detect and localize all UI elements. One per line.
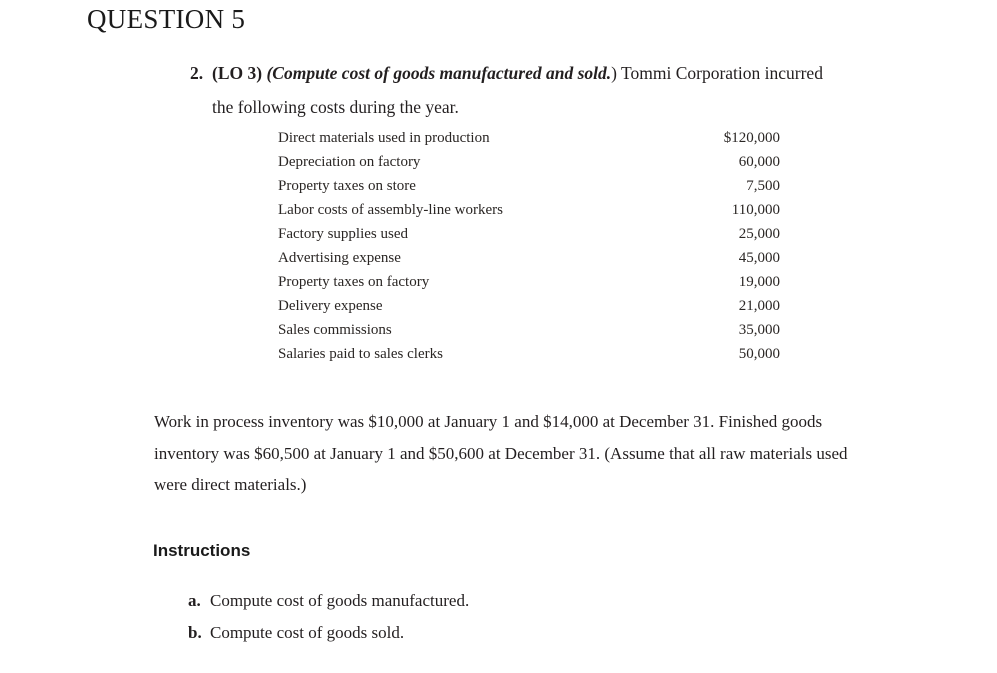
instruction-text: Compute cost of goods sold. [210,623,405,642]
table-row [278,318,780,342]
instruction-text: Compute cost of goods manufactured. [210,591,470,610]
question-italic-prompt: (Compute cost of goods manufactured and sold. [266,63,612,83]
learning-objective-tag: (LO 3) [212,63,263,83]
question-block [154,56,884,124]
cost-label: Delivery expense [278,298,383,314]
inventory-paragraph: Work in process inventory was $10,000 at January 1 and $14,000 at December 31. Finished goods inventory was $60,500 at January 1 and $50,600 at December 31. (Assume that all raw materials used were direct materials.) [154,412,848,494]
cost-label: Salaries paid to sales clerks [278,346,443,362]
cost-amount: 7,500 [746,178,780,194]
table-row [278,198,780,222]
cost-amount: 110,000 [731,202,780,218]
instructions-list [188,585,608,649]
cost-label: Labor costs of assembly-line workers [278,202,503,218]
cost-label: Property taxes on factory [278,274,430,290]
table-row [278,294,780,318]
cost-label: Property taxes on store [278,178,416,194]
cost-amount: 60,000 [738,154,780,170]
cost-label: Sales commissions [278,322,392,338]
cost-label: Depreciation on factory [278,154,421,170]
table-row [278,126,780,150]
cost-label: Advertising expense [278,250,401,266]
cost-amount: 45,000 [738,250,780,266]
list-item [188,617,608,649]
cost-table [278,126,780,366]
cost-amount: 25,000 [738,226,780,242]
question-close-paren: ) [611,63,617,83]
cost-amount: $120,000 [723,130,780,146]
question-line-2: the following costs during the year. [212,97,459,117]
table-row [278,150,780,174]
table-row [278,270,780,294]
question-line-1 [154,56,884,90]
table-row [278,222,780,246]
instruction-marker: b. [188,623,202,642]
cost-amount: 50,000 [738,346,780,362]
question-number: 2. [190,63,204,83]
cost-table-body [278,126,780,366]
cost-amount: 21,000 [738,298,780,314]
instructions-heading: Instructions [153,541,251,560]
page-title: QUESTION 5 [87,4,246,34]
question-line-1-rest: Tommi Corporation incurred [616,63,823,83]
table-row [278,174,780,198]
instruction-marker: a. [188,591,201,610]
table-row [278,246,780,270]
cost-label: Direct materials used in production [278,130,490,146]
cost-label: Factory supplies used [278,226,408,242]
table-row [278,342,780,366]
cost-amount: 19,000 [738,274,780,290]
cost-amount: 35,000 [738,322,780,338]
list-item [188,585,608,617]
